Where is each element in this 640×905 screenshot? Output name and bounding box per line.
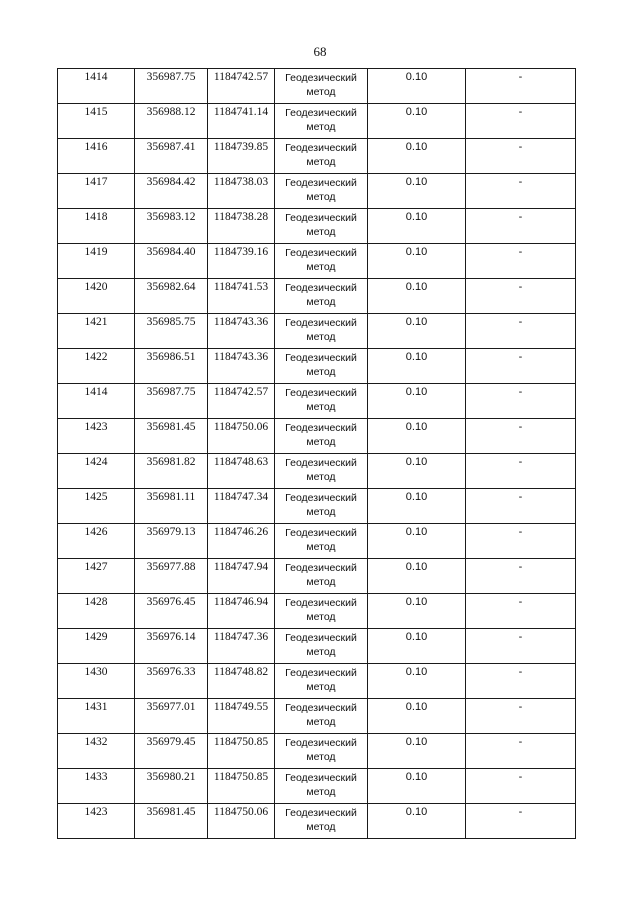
method-text-line2: метод bbox=[306, 401, 336, 413]
method-text-line1: Геодезический bbox=[285, 247, 357, 259]
point-number-cell: 1429 bbox=[58, 629, 135, 664]
y-coordinate-cell: 1184742.57 bbox=[208, 69, 275, 104]
table-row bbox=[58, 454, 576, 489]
method-text-line2: метод bbox=[306, 121, 336, 133]
method-text-line1: Геодезический bbox=[285, 282, 357, 294]
y-coordinate-cell: 1184747.94 bbox=[208, 559, 275, 594]
point-number-cell: 1418 bbox=[58, 209, 135, 244]
accuracy-cell: 0.10 bbox=[368, 804, 466, 839]
accuracy-cell: 0.10 bbox=[368, 244, 466, 279]
description-cell: - bbox=[466, 489, 576, 524]
method-cell bbox=[275, 174, 368, 209]
accuracy-cell: 0.10 bbox=[368, 629, 466, 664]
accuracy-cell: 0.10 bbox=[368, 769, 466, 804]
point-number-cell: 1416 bbox=[58, 139, 135, 174]
description-cell: - bbox=[466, 349, 576, 384]
x-coordinate-cell: 356987.75 bbox=[135, 69, 208, 104]
table-row bbox=[58, 174, 576, 209]
description-cell: - bbox=[466, 699, 576, 734]
accuracy-cell: 0.10 bbox=[368, 104, 466, 139]
method-text-line1: Геодезический bbox=[285, 527, 357, 539]
point-number-cell: 1423 bbox=[58, 419, 135, 454]
accuracy-cell: 0.10 bbox=[368, 454, 466, 489]
x-coordinate-cell: 356977.88 bbox=[135, 559, 208, 594]
method-cell bbox=[275, 664, 368, 699]
method-cell bbox=[275, 244, 368, 279]
method-cell bbox=[275, 769, 368, 804]
point-number-cell: 1414 bbox=[58, 384, 135, 419]
y-coordinate-cell: 1184750.06 bbox=[208, 419, 275, 454]
accuracy-cell: 0.10 bbox=[368, 139, 466, 174]
description-cell: - bbox=[466, 279, 576, 314]
table-row bbox=[58, 244, 576, 279]
y-coordinate-cell: 1184743.36 bbox=[208, 314, 275, 349]
x-coordinate-cell: 356985.75 bbox=[135, 314, 208, 349]
accuracy-cell: 0.10 bbox=[368, 384, 466, 419]
description-cell: - bbox=[466, 69, 576, 104]
y-coordinate-cell: 1184739.85 bbox=[208, 139, 275, 174]
y-coordinate-cell: 1184750.06 bbox=[208, 804, 275, 839]
method-text-line2: метод bbox=[306, 86, 336, 98]
method-text-line2: метод bbox=[306, 611, 336, 623]
x-coordinate-cell: 356986.51 bbox=[135, 349, 208, 384]
x-coordinate-cell: 356976.45 bbox=[135, 594, 208, 629]
description-cell: - bbox=[466, 104, 576, 139]
method-text-line2: метод bbox=[306, 436, 336, 448]
method-text-line2: метод bbox=[306, 226, 336, 238]
description-cell: - bbox=[466, 454, 576, 489]
point-number-cell: 1415 bbox=[58, 104, 135, 139]
description-cell: - bbox=[466, 559, 576, 594]
x-coordinate-cell: 356983.12 bbox=[135, 209, 208, 244]
method-text-line2: метод bbox=[306, 646, 336, 658]
point-number-cell: 1423 bbox=[58, 804, 135, 839]
x-coordinate-cell: 356981.82 bbox=[135, 454, 208, 489]
x-coordinate-cell: 356979.45 bbox=[135, 734, 208, 769]
accuracy-cell: 0.10 bbox=[368, 349, 466, 384]
point-number-cell: 1426 bbox=[58, 524, 135, 559]
method-cell bbox=[275, 734, 368, 769]
page-number: 68 bbox=[313, 44, 327, 59]
table-row bbox=[58, 139, 576, 174]
accuracy-cell: 0.10 bbox=[368, 209, 466, 244]
table-row bbox=[58, 559, 576, 594]
x-coordinate-cell: 356981.11 bbox=[135, 489, 208, 524]
table-row bbox=[58, 384, 576, 419]
description-cell: - bbox=[466, 769, 576, 804]
method-text-line1: Геодезический bbox=[285, 107, 357, 119]
method-text-line1: Геодезический bbox=[285, 667, 357, 679]
description-cell: - bbox=[466, 209, 576, 244]
method-text-line1: Геодезический bbox=[285, 702, 357, 714]
y-coordinate-cell: 1184743.36 bbox=[208, 349, 275, 384]
description-cell: - bbox=[466, 664, 576, 699]
method-cell bbox=[275, 314, 368, 349]
accuracy-cell: 0.10 bbox=[368, 489, 466, 524]
y-coordinate-cell: 1184741.53 bbox=[208, 279, 275, 314]
table-row bbox=[58, 804, 576, 839]
method-text-line1: Геодезический bbox=[285, 492, 357, 504]
method-cell bbox=[275, 594, 368, 629]
method-text-line2: метод bbox=[306, 821, 336, 833]
x-coordinate-cell: 356976.33 bbox=[135, 664, 208, 699]
table-row bbox=[58, 594, 576, 629]
y-coordinate-cell: 1184748.63 bbox=[208, 454, 275, 489]
accuracy-cell: 0.10 bbox=[368, 699, 466, 734]
accuracy-cell: 0.10 bbox=[368, 314, 466, 349]
point-number-cell: 1431 bbox=[58, 699, 135, 734]
method-cell bbox=[275, 699, 368, 734]
method-text-line2: метод bbox=[306, 366, 336, 378]
point-number-cell: 1427 bbox=[58, 559, 135, 594]
method-cell bbox=[275, 559, 368, 594]
table-row bbox=[58, 419, 576, 454]
table-row bbox=[58, 524, 576, 559]
method-text-line1: Геодезический bbox=[285, 317, 357, 329]
method-text-line2: метод bbox=[306, 156, 336, 168]
description-cell: - bbox=[466, 804, 576, 839]
y-coordinate-cell: 1184741.14 bbox=[208, 104, 275, 139]
method-cell bbox=[275, 139, 368, 174]
x-coordinate-cell: 356981.45 bbox=[135, 804, 208, 839]
table-row bbox=[58, 629, 576, 664]
method-cell bbox=[275, 804, 368, 839]
coordinates-table-body bbox=[58, 69, 576, 839]
point-number-cell: 1420 bbox=[58, 279, 135, 314]
description-cell: - bbox=[466, 734, 576, 769]
accuracy-cell: 0.10 bbox=[368, 174, 466, 209]
method-text-line2: метод bbox=[306, 471, 336, 483]
point-number-cell: 1433 bbox=[58, 769, 135, 804]
method-text-line1: Геодезический bbox=[285, 457, 357, 469]
method-text-line2: метод bbox=[306, 786, 336, 798]
method-text-line2: метод bbox=[306, 261, 336, 273]
table-row bbox=[58, 734, 576, 769]
method-text-line2: метод bbox=[306, 331, 336, 343]
table-row bbox=[58, 699, 576, 734]
point-number-cell: 1422 bbox=[58, 349, 135, 384]
y-coordinate-cell: 1184750.85 bbox=[208, 734, 275, 769]
method-cell bbox=[275, 419, 368, 454]
accuracy-cell: 0.10 bbox=[368, 734, 466, 769]
description-cell: - bbox=[466, 629, 576, 664]
x-coordinate-cell: 356977.01 bbox=[135, 699, 208, 734]
accuracy-cell: 0.10 bbox=[368, 419, 466, 454]
method-text-line1: Геодезический bbox=[285, 212, 357, 224]
x-coordinate-cell: 356987.75 bbox=[135, 384, 208, 419]
method-text-line1: Геодезический bbox=[285, 597, 357, 609]
method-text-line2: метод bbox=[306, 716, 336, 728]
y-coordinate-cell: 1184742.57 bbox=[208, 384, 275, 419]
accuracy-cell: 0.10 bbox=[368, 594, 466, 629]
method-cell bbox=[275, 279, 368, 314]
method-text-line2: метод bbox=[306, 541, 336, 553]
description-cell: - bbox=[466, 419, 576, 454]
y-coordinate-cell: 1184747.34 bbox=[208, 489, 275, 524]
x-coordinate-cell: 356988.12 bbox=[135, 104, 208, 139]
point-number-cell: 1417 bbox=[58, 174, 135, 209]
y-coordinate-cell: 1184746.94 bbox=[208, 594, 275, 629]
y-coordinate-cell: 1184748.82 bbox=[208, 664, 275, 699]
method-text-line2: метод bbox=[306, 296, 336, 308]
table-row bbox=[58, 104, 576, 139]
method-cell bbox=[275, 69, 368, 104]
y-coordinate-cell: 1184739.16 bbox=[208, 244, 275, 279]
point-number-cell: 1419 bbox=[58, 244, 135, 279]
table-row bbox=[58, 349, 576, 384]
method-cell bbox=[275, 104, 368, 139]
description-cell: - bbox=[466, 524, 576, 559]
x-coordinate-cell: 356987.41 bbox=[135, 139, 208, 174]
description-cell: - bbox=[466, 314, 576, 349]
point-number-cell: 1414 bbox=[58, 69, 135, 104]
accuracy-cell: 0.10 bbox=[368, 664, 466, 699]
method-cell bbox=[275, 524, 368, 559]
description-cell: - bbox=[466, 174, 576, 209]
point-number-cell: 1428 bbox=[58, 594, 135, 629]
method-text-line2: метод bbox=[306, 506, 336, 518]
method-text-line1: Геодезический bbox=[285, 772, 357, 784]
method-cell bbox=[275, 384, 368, 419]
coordinates-table bbox=[57, 68, 576, 839]
method-cell bbox=[275, 349, 368, 384]
table-row bbox=[58, 209, 576, 244]
table-row bbox=[58, 769, 576, 804]
description-cell: - bbox=[466, 384, 576, 419]
method-text-line2: метод bbox=[306, 191, 336, 203]
point-number-cell: 1421 bbox=[58, 314, 135, 349]
method-text-line1: Геодезический bbox=[285, 142, 357, 154]
method-text-line2: метод bbox=[306, 751, 336, 763]
x-coordinate-cell: 356982.64 bbox=[135, 279, 208, 314]
table-row bbox=[58, 664, 576, 699]
table-row bbox=[58, 489, 576, 524]
x-coordinate-cell: 356984.42 bbox=[135, 174, 208, 209]
y-coordinate-cell: 1184738.03 bbox=[208, 174, 275, 209]
x-coordinate-cell: 356979.13 bbox=[135, 524, 208, 559]
x-coordinate-cell: 356976.14 bbox=[135, 629, 208, 664]
point-number-cell: 1424 bbox=[58, 454, 135, 489]
method-cell bbox=[275, 489, 368, 524]
method-text-line1: Геодезический bbox=[285, 387, 357, 399]
method-text-line1: Геодезический bbox=[285, 422, 357, 434]
y-coordinate-cell: 1184746.26 bbox=[208, 524, 275, 559]
method-text-line1: Геодезический bbox=[285, 177, 357, 189]
method-cell bbox=[275, 629, 368, 664]
point-number-cell: 1432 bbox=[58, 734, 135, 769]
y-coordinate-cell: 1184738.28 bbox=[208, 209, 275, 244]
method-text-line1: Геодезический bbox=[285, 737, 357, 749]
table-row bbox=[58, 69, 576, 104]
method-text-line1: Геодезический bbox=[285, 807, 357, 819]
y-coordinate-cell: 1184747.36 bbox=[208, 629, 275, 664]
method-cell bbox=[275, 209, 368, 244]
accuracy-cell: 0.10 bbox=[368, 559, 466, 594]
method-text-line2: метод bbox=[306, 681, 336, 693]
method-text-line2: метод bbox=[306, 576, 336, 588]
y-coordinate-cell: 1184750.85 bbox=[208, 769, 275, 804]
description-cell: - bbox=[466, 139, 576, 174]
table-row bbox=[58, 314, 576, 349]
table-row bbox=[58, 279, 576, 314]
accuracy-cell: 0.10 bbox=[368, 69, 466, 104]
method-text-line1: Геодезический bbox=[285, 72, 357, 84]
method-text-line1: Геодезический bbox=[285, 562, 357, 574]
description-cell: - bbox=[466, 594, 576, 629]
method-text-line1: Геодезический bbox=[285, 352, 357, 364]
description-cell: - bbox=[466, 244, 576, 279]
accuracy-cell: 0.10 bbox=[368, 524, 466, 559]
method-text-line1: Геодезический bbox=[285, 632, 357, 644]
point-number-cell: 1430 bbox=[58, 664, 135, 699]
x-coordinate-cell: 356980.21 bbox=[135, 769, 208, 804]
accuracy-cell: 0.10 bbox=[368, 279, 466, 314]
method-cell bbox=[275, 454, 368, 489]
y-coordinate-cell: 1184749.55 bbox=[208, 699, 275, 734]
point-number-cell: 1425 bbox=[58, 489, 135, 524]
x-coordinate-cell: 356984.40 bbox=[135, 244, 208, 279]
x-coordinate-cell: 356981.45 bbox=[135, 419, 208, 454]
